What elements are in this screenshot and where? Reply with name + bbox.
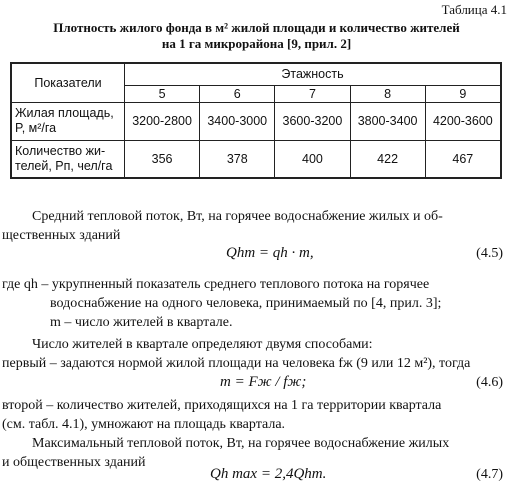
density-table <box>10 62 502 179</box>
table-cell: 356 <box>125 140 200 178</box>
row-label-line2: телей, Pп, чел/га <box>15 158 113 173</box>
equation-4-6: m = Fж / fж; <box>220 374 307 390</box>
paragraph-line: первый – задаются нормой жилой площади на человека fж (9 или 12 м²), тогда <box>2 356 471 371</box>
floor-header: 7 <box>275 85 350 102</box>
table-caption-line1: Плотность жилого фонда в м² жилой площади и количество жителей <box>53 20 460 35</box>
table-cell: 3600-3200 <box>275 102 350 140</box>
table-row <box>11 140 501 178</box>
table-cell: 467 <box>425 140 501 178</box>
table-cell: 3800-3400 <box>350 102 425 140</box>
floor-header: 5 <box>125 85 200 102</box>
table-cell: 422 <box>350 140 425 178</box>
floor-header: 8 <box>350 85 425 102</box>
paragraph-line: и общественных зданий <box>2 455 146 470</box>
paragraph-line: где qh – укрупненный показатель среднего теплового потока на горячее <box>2 277 430 292</box>
equation-number: (4.5) <box>476 246 503 261</box>
table-cell: 378 <box>200 140 275 178</box>
paragraph-line: m – число жителей в квартале. <box>50 315 233 330</box>
table-cell: 3400-3000 <box>200 102 275 140</box>
row-label <box>11 140 125 178</box>
equation-number: (4.7) <box>476 467 503 482</box>
row-label <box>11 102 125 140</box>
table-row <box>11 102 501 140</box>
table-cell: 3200-2800 <box>125 102 200 140</box>
group-header-floors: Этажность <box>125 63 502 85</box>
row-label-line2: P, м²/га <box>15 121 57 135</box>
equation-4-5: Qhm = qh · m, <box>226 245 314 261</box>
paragraph-line: Максимальный тепловой поток, Вт, на горячее водоснабжение жилых <box>32 436 450 451</box>
paragraph-line: водоснабжение на одного человека, принимаемый по [4, прил. 3]; <box>50 296 442 311</box>
paragraph-line: щественных зданий <box>2 228 121 243</box>
table-cell: 4200-3600 <box>425 102 501 140</box>
paragraph-line: второй – количество жителей, приходящихся на 1 га территории квартала <box>2 398 442 413</box>
floor-header: 9 <box>425 85 501 102</box>
paragraph-line: (см. табл. 4.1), умножают на площадь квартала. <box>2 417 286 432</box>
table-caption-line2: на 1 га микрорайона [9, прил. 2] <box>161 36 352 51</box>
table-cell: 400 <box>275 140 350 178</box>
row-label-line1: Количество жи- <box>15 143 106 158</box>
row-label-line1: Жилая площадь, <box>15 106 114 120</box>
col-header-indicators: Показатели <box>11 63 125 102</box>
paragraph-line: Число жителей в квартале определяют двумя способами: <box>32 337 373 352</box>
floor-header: 6 <box>200 85 275 102</box>
equation-4-7: Qh max = 2,4Qhm. <box>210 466 327 482</box>
table-number: Таблица 4.1 <box>441 2 507 17</box>
equation-number: (4.6) <box>476 375 503 390</box>
paragraph-line: Средний тепловой поток, Вт, на горячее водоснабжение жилых и об- <box>32 209 443 224</box>
